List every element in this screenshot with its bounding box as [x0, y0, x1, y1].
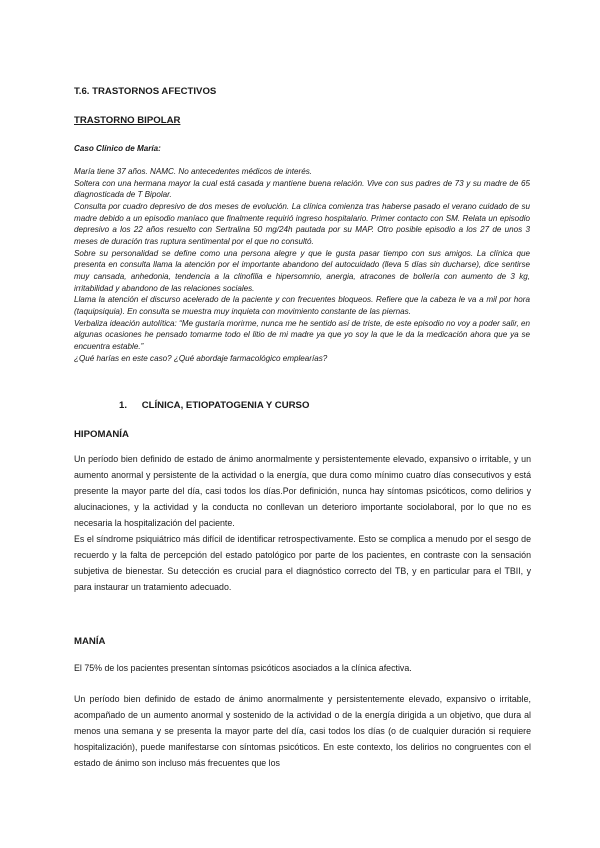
- case-paragraph: Sobre su personalidad se define como una persona alegre y que le gusta pasar tiempo con sus amigos. La clínica que presenta en consulta llama la atención por el importante abandono del autocuidado (lleva 5 días sin ducharse), dice sentirse muy cansada, anhedonia, tendencia a la clinofilia e hipersomnio, anergia, atracones de bollería con aumento de 3 kg, irritabilidad y abandono de las relaciones sociales.: [74, 248, 530, 293]
- case-text: [74, 166, 530, 364]
- mania-text: [74, 691, 531, 771]
- section-title-bipolar: TRASTORNO BIPOLAR: [74, 115, 181, 126]
- hipomania-text: [74, 451, 531, 595]
- section-heading-1: [119, 400, 309, 411]
- heading-mania: MANÍA: [74, 636, 106, 647]
- document-title: T.6. TRASTORNOS AFECTIVOS: [74, 86, 217, 97]
- mania-paragraph: Un período bien definido de estado de ánimo anormalmente y persistentemente elevado, expansivo o irritable, acompañado de un aumento anormal y sostenido de la actividad o de la energía dirigida a un objetivo, que dura al menos una semana y se presenta la mayor parte del día, casi todos los días (o de cualquier duración si requiere hospitalización), puede manifestarse con síntomas psicóticos. En este contexto, los delirios no congruentes con el estado de ánimo son incluso más frecuentes que los: [74, 694, 531, 768]
- case-paragraph: María tiene 37 años. NAMC. No antecedentes médicos de interés.: [74, 167, 312, 176]
- case-paragraph: Verbaliza ideación autolítica: “Me gustaría morirme, nunca me he sentido así de triste, de este episodio no voy a poder salir, en algunas ocasiones he pensado tomarme todo el litio de mi madre ya que yo soy la que le da la medicación ahora que ya se encuentra estable.”: [74, 318, 530, 351]
- heading-hipomania: HIPOMANÍA: [74, 429, 129, 440]
- section-number: 1.: [119, 400, 128, 411]
- section-title: CLÍNICA, ETIOPATOGENIA Y CURSO: [141, 400, 310, 411]
- case-paragraph: Soltera con una hermana mayor la cual está casada y mantiene buena relación. Vive con sus padres de 73 y su madre de 65 diagnosticada de T Bipolar.: [74, 178, 530, 200]
- case-heading: Caso Clínico de María:: [74, 144, 161, 153]
- case-question: ¿Qué harías en este caso? ¿Qué abordaje farmacológico emplearías?: [74, 353, 328, 363]
- case-paragraph: Llama la atención el discurso acelerado de la paciente y con frecuentes bloqueos. Refiere que la cabeza le va a mil por hora (taquipsiquia). En consulta se muestra muy inquieta con movimiento constante de las piernas.: [74, 295, 530, 316]
- hipomania-paragraph: Un período bien definido de estado de ánimo anormalmente y persistentemente elevado, expansivo o irritable, y un aumento anormal y persistente de la actividad o la energía, que dura como mínimo cuatro días consecutivos y está presente la mayor parte del día, casi todos los días.Por definición, nunca hay síntomas psicóticos, como delirios y alucinaciones, y la actividad y la conducta no conllevan un deterioro importante sociolaboral, por lo que no es necesaria la hospitalización del paciente.: [74, 454, 531, 528]
- mania-paragraph: El 75% de los pacientes presentan síntomas psicóticos asociados a la clínica afectiva.: [74, 663, 412, 673]
- hipomania-paragraph: Es el síndrome psiquiátrico más difícil de identificar retrospectivamente. Esto se complica a menudo por el sesgo de recuerdo y la falta de percepción del estado patológico por parte de los pacientes, en contraste con la sensación subjetiva de bienestar. Su detección es crucial para el diagnóstico correcto del TB, y en particular para el TBII, y para instaurar un tratamiento adecuado.: [74, 534, 531, 592]
- case-paragraph: Consulta por cuadro depresivo de dos meses de evolución. La clínica comienza tras haberse pasado el verano cuidado de su madre debido a un episodio maníaco que finalmente requirió ingreso hospitalario. Primer contacto con SM. Relata un episodio depresivo a los 22 años resuelto con Sertralina 50 mg/24h pautada por su MAP. Otro posible episodio a los 27 de unos 3 meses de duración tras ruptura sentimental por el que no consultó.: [74, 201, 530, 246]
